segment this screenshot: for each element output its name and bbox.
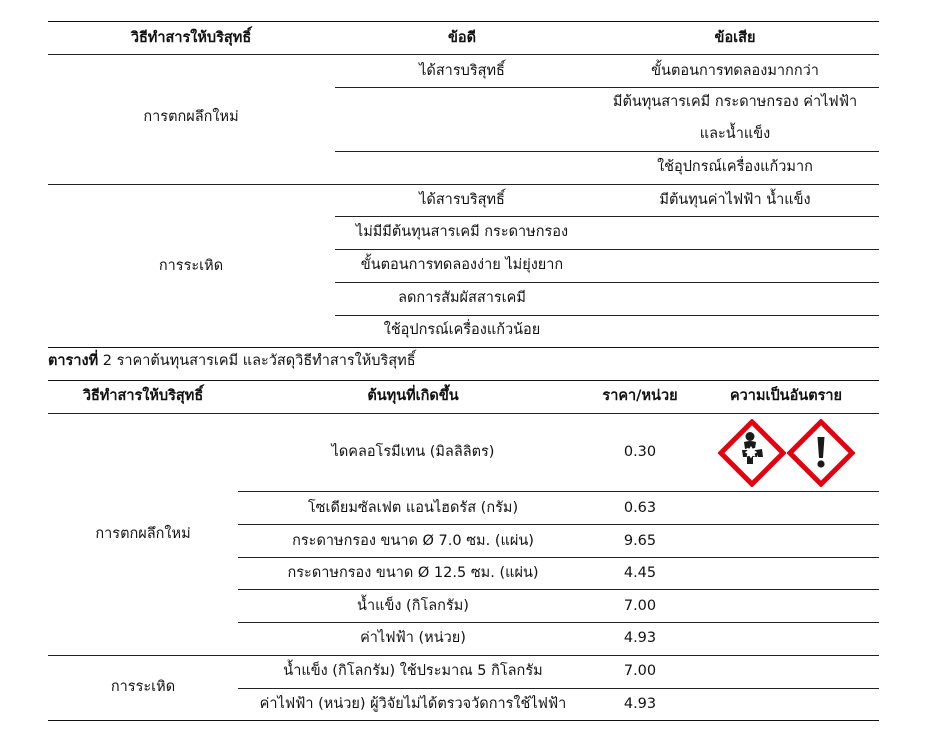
table2-price-cell: 7.00 bbox=[623, 598, 657, 614]
table2-price-cell: 0.63 bbox=[623, 500, 657, 516]
table2-cost-cell: ไดคลอโรมีเทน (มิลลิลิตร) bbox=[331, 444, 495, 460]
table2-cost-cell: น้ำแข็ง (กิโลกรัม) ใช้ประมาณ 5 กิโลกรัม bbox=[283, 663, 543, 679]
table1-row-rule bbox=[335, 87, 879, 88]
table2-price-cell: 0.30 bbox=[623, 444, 657, 460]
table2-row-rule bbox=[238, 589, 879, 590]
table2-price-cell: 4.45 bbox=[623, 565, 657, 581]
table2-group-rule bbox=[48, 655, 879, 656]
table1-disadvantage-cell: ใช้อุปกรณ์เครื่องแก้วมาก bbox=[657, 159, 813, 175]
table1-advantage-cell: ได้สารบริสุทธิ์ bbox=[419, 192, 505, 208]
table2-cost-cell: ค่าไฟฟ้า (หน่วย) ผู้วิจัยไม่ได้ตรวจวัดการใช้ไฟฟ้า bbox=[259, 696, 567, 712]
table2-price-cell: 9.65 bbox=[623, 533, 657, 549]
table1-row-rule bbox=[335, 249, 879, 250]
table1-group-rule bbox=[48, 184, 879, 185]
table2-caption-text: 2 ราคาต้นทุนสารเคมี และวัสดุวิธีทำสารให้บริสุทธิ์ bbox=[98, 353, 416, 369]
table1-disadvantage-cell: ขั้นตอนการทดลองมากกว่า bbox=[651, 63, 819, 79]
table2-row-rule bbox=[238, 491, 879, 492]
table2-cost-cell: กระดาษกรอง ขนาด Ø 7.0 ซม. (แผ่น) bbox=[292, 533, 534, 549]
ghs-health-hazard-icon bbox=[718, 419, 786, 487]
table2-method-cell: การตกผลึกใหม่ bbox=[95, 526, 191, 542]
table1-header-advantages: ข้อดี bbox=[447, 30, 477, 46]
table1-disadvantage-cell: มีต้นทุนสารเคมี กระดาษกรอง ค่าไฟฟ้า bbox=[612, 94, 858, 110]
table1-advantage-cell: ไม่มีมีต้นทุนสารเคมี กระดาษกรอง bbox=[355, 224, 569, 240]
table1-row-rule bbox=[335, 151, 879, 152]
table2-header-rule bbox=[48, 413, 879, 414]
table1-disadvantage-cell: มีต้นทุนค่าไฟฟ้า น้ำแข็ง bbox=[659, 192, 811, 208]
table2-caption bbox=[48, 351, 416, 371]
table2-cost-cell: ค่าไฟฟ้า (หน่วย) bbox=[360, 630, 466, 646]
table1-advantage-cell: ได้สารบริสุทธิ์ bbox=[419, 63, 505, 79]
table1-row-rule bbox=[335, 216, 879, 217]
table2-header-hazard: ความเป็นอันตราย bbox=[729, 388, 843, 404]
table1-advantage-cell: ใช้อุปกรณ์เครื่องแก้วน้อย bbox=[383, 322, 541, 338]
table1-header-method: วิธีทำสารให้บริสุทธิ์ bbox=[130, 30, 252, 46]
table2-header-method: วิธีทำสารให้บริสุทธิ์ bbox=[82, 388, 204, 404]
table2-header-cost: ต้นทุนที่เกิดขึ้น bbox=[367, 388, 459, 404]
table2-bottom-rule bbox=[48, 720, 879, 721]
table2-row-rule bbox=[238, 557, 879, 558]
table2-price-cell: 4.93 bbox=[623, 696, 657, 712]
table1-advantage-cell: ขั้นตอนการทดลองง่าย ไม่ยุ่งยาก bbox=[360, 257, 564, 273]
table2-cost-cell: น้ำแข็ง (กิโลกรัม) bbox=[357, 598, 469, 614]
ghs-exclamation-mark-icon bbox=[787, 419, 855, 487]
table1-header-disadvantages: ข้อเสีย bbox=[714, 30, 756, 46]
table2-method-cell: การระเหิด bbox=[110, 679, 176, 695]
table1-header-rule bbox=[48, 54, 879, 55]
table2-row-rule bbox=[238, 688, 879, 689]
table2-cost-cell: โซเดียมซัลเฟต แอนไฮดรัส (กรัม) bbox=[307, 500, 519, 516]
table1-advantage-cell: ลดการสัมผัสสารเคมี bbox=[398, 290, 526, 306]
table2-price-cell: 7.00 bbox=[623, 663, 657, 679]
table2-top-rule bbox=[48, 380, 879, 381]
table2-cost-cell: กระดาษกรอง ขนาด Ø 12.5 ซม. (แผ่น) bbox=[287, 565, 539, 581]
table1-method-cell: การระเหิด bbox=[158, 258, 224, 274]
table1-bottom-rule bbox=[48, 347, 879, 348]
table1-row-rule bbox=[335, 282, 879, 283]
table2-row-rule bbox=[238, 524, 879, 525]
table1-row-rule bbox=[335, 315, 879, 316]
table2-row-rule bbox=[238, 622, 879, 623]
table1-disadvantage-cell: และน้ำแข็ง bbox=[699, 126, 771, 142]
table2-caption-label: ตารางที่ bbox=[48, 353, 99, 369]
table1-top-rule bbox=[48, 21, 879, 22]
table2-header-price: ราคา/หน่วย bbox=[602, 388, 678, 404]
table1-method-cell: การตกผลึกใหม่ bbox=[143, 109, 239, 125]
table2-price-cell: 4.93 bbox=[623, 630, 657, 646]
